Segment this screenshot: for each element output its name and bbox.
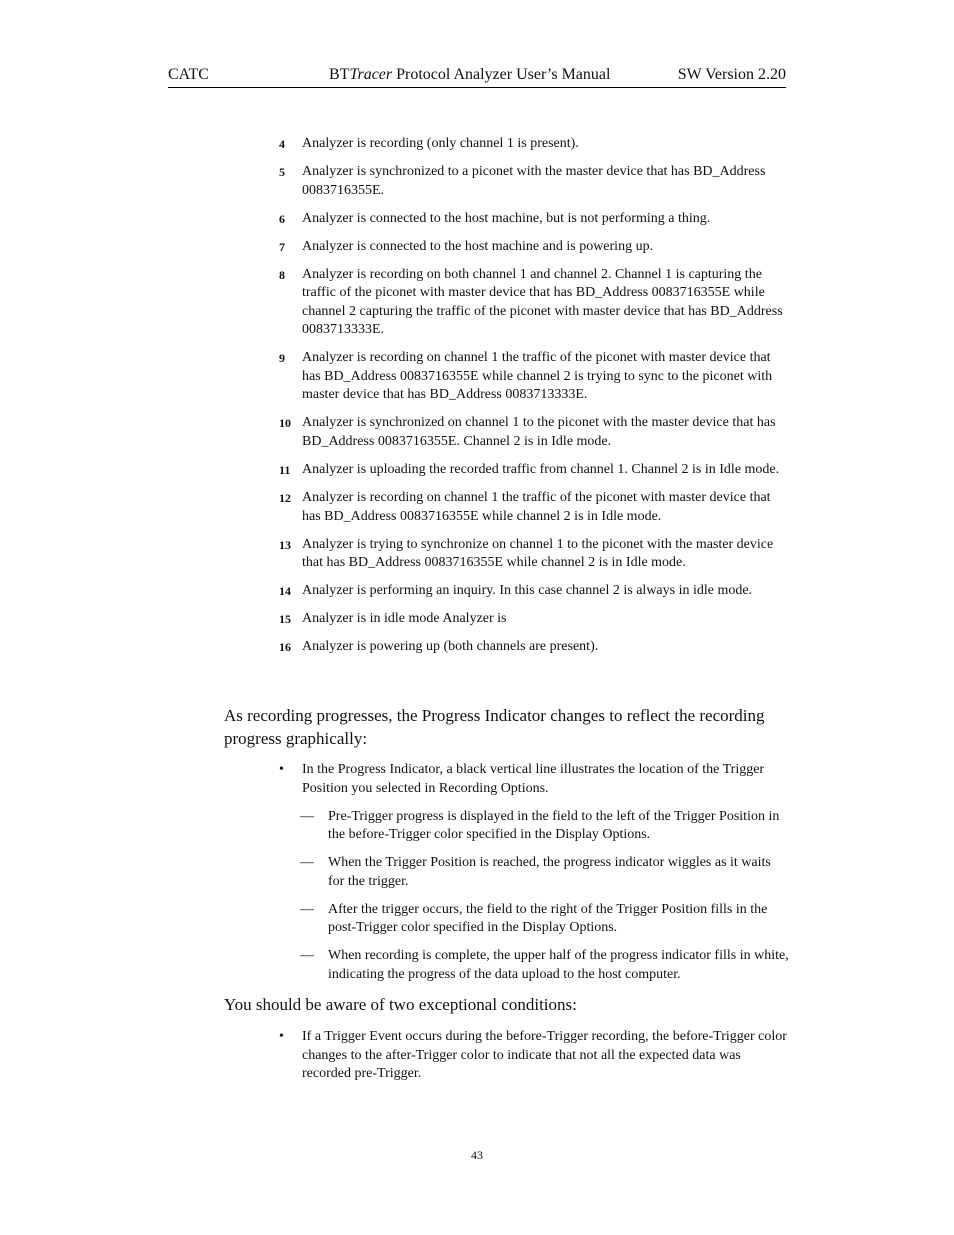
sub-item [279,808,789,845]
exceptional-conditions-paragraph: You should be aware of two exceptional conditions: [224,995,577,1014]
item-number: 8 [279,267,285,282]
item-text: Analyzer is trying to synchronize on channel 1 to the piconet with the master device that has BD_Address 0083716355E while channel 2 is in Idle mode. [302,536,774,571]
list-item [279,135,789,154]
item-number: 10 [279,416,291,431]
list-item [279,582,789,601]
page-header [168,64,786,88]
sub-item-text: When recording is complete, the upper half of the progress indicator fills in white, indicating the progress of the data upload to the host computer. [328,948,789,982]
bullet-item [279,761,789,798]
dash-icon: — [300,808,314,824]
item-number: 14 [279,584,291,599]
dash-icon: — [300,948,314,964]
item-text: Analyzer is recording on channel 1 the traffic of the piconet with master device that has BD_Address 0083716355E while channel 2 is trying to sync to the piconet with master device that has BD_Address 0083713333E. [302,350,773,403]
sub-item [279,901,789,938]
sub-item-text: When the Trigger Position is reached, the progress indicator wiggles as it waits for the trigger. [328,855,771,889]
list-item [279,238,789,257]
bullet-text: If a Trigger Event occurs during the before-Trigger recording, the before-Trigger color changes to the after-Trigger color to indicate that not all the expected data was recorded pre-Trigger. [302,1029,787,1082]
header-title-prefix: BT [329,66,350,83]
list-item [279,163,789,200]
bullet-item [279,1028,789,1084]
item-text: Analyzer is uploading the recorded traffic from channel 1. Channel 2 is in Idle mode. [302,462,780,478]
item-number: 5 [279,164,285,179]
item-text: Analyzer is synchronized to a piconet with the master device that has BD_Address 0083716355E. [302,163,766,198]
item-text: Analyzer is in idle mode Analyzer is [302,611,507,627]
progress-bullet-list [279,761,789,985]
sub-item [279,947,789,984]
list-item [279,349,789,405]
item-text: Analyzer is recording on channel 1 the traffic of the piconet with master device that has BD_Address 0083716355E while channel 2 is in Idle mode. [302,490,771,524]
item-number: 4 [279,137,285,151]
item-number: 13 [279,537,291,552]
item-text: Analyzer is connected to the host machine and is powering up. [302,238,654,254]
bullet-icon: • [279,762,284,777]
header-title-italic: Tracer [349,66,393,83]
item-text: Analyzer is recording on both channel 1 and channel 2. Channel 1 is capturing the traffic of the piconet with master device that has BD_Address 0083716355E while channel 2 capturing the traffic of the piconet with master device that has BD_Address 0083713333E. [302,266,783,338]
list-item [279,461,789,480]
list-item [279,489,789,526]
header-company: CATC [168,66,209,83]
list-item [279,414,789,451]
item-number: 15 [279,612,291,627]
list-item [279,536,789,573]
dash-icon: — [300,901,314,917]
list-item [279,210,789,229]
item-text: Analyzer is powering up (both channels are present). [302,639,599,655]
item-text: Analyzer is synchronized on channel 1 to the piconet with the master device that has BD_Address 0083716355E. Channel 2 is in Idle mode. [302,415,776,450]
page-number: 43 [471,1148,483,1162]
exception-bullet-list [279,1028,789,1084]
bullet-icon: • [279,1029,284,1044]
item-number: 7 [279,239,285,254]
bullet-text: In the Progress Indicator, a black vertical line illustrates the location of the Trigger Position you selected in Recording Options. [302,762,765,796]
list-item [279,610,789,629]
list-item [279,266,789,340]
item-number: 12 [279,491,291,506]
status-code-list [279,135,789,666]
header-version: SW Version 2.20 [677,66,786,83]
dash-icon: — [300,855,314,871]
progress-paragraph: As recording progresses, the Progress Indicator changes to reflect the recording progress graphically: [224,706,765,748]
item-number: 9 [279,351,285,366]
item-text: Analyzer is recording (only channel 1 is present). [302,136,579,151]
sub-item-text: Pre-Trigger progress is displayed in the field to the left of the Trigger Position in the before-Trigger color specified in the Display Options. [328,808,780,843]
item-number: 11 [279,463,291,478]
item-number: 16 [279,640,291,655]
sub-item [279,854,789,891]
header-title-suffix: Protocol Analyzer User’s Manual [392,66,611,83]
sub-item-text: After the trigger occurs, the field to the right of the Trigger Position fills in the post-Trigger color specified in the Display Options. [328,901,768,936]
item-text: Analyzer is connected to the host machine, but is not performing a thing. [302,210,711,226]
item-text: Analyzer is performing an inquiry. In this case channel 2 is always in idle mode. [302,583,753,599]
item-number: 6 [279,211,285,226]
header-title [329,64,610,86]
list-item [279,638,789,657]
